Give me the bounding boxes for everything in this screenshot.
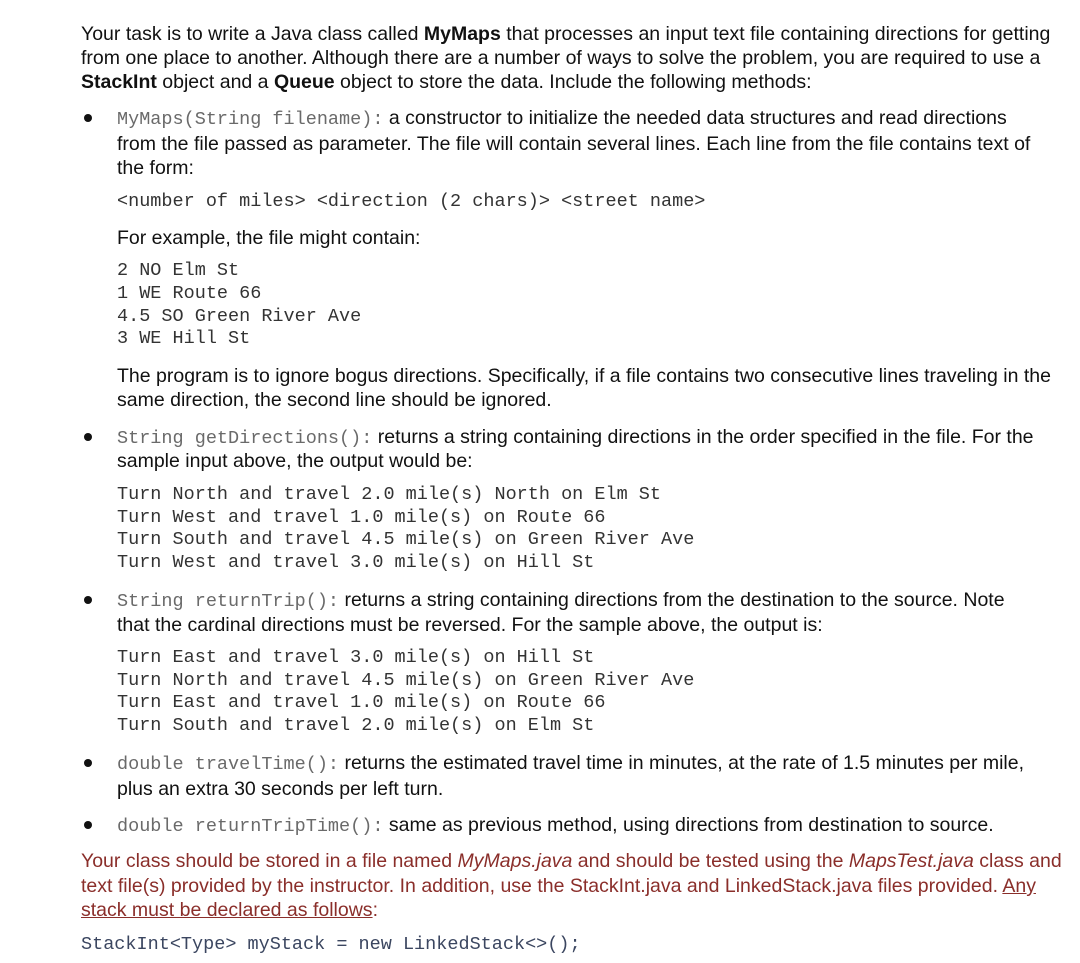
method-return-trip-time bbox=[117, 813, 994, 839]
text: object to store the data. Include the following methods: bbox=[334, 71, 812, 93]
method-signature: double travelTime(): bbox=[117, 754, 340, 775]
text-line: same direction, the second line should be ignored. bbox=[117, 389, 552, 411]
example-line: 2 NO Elm St bbox=[117, 260, 240, 281]
text: returns a string containing directions from the destination to the source. Note bbox=[339, 589, 1005, 611]
text: that processes an input text file containing directions for getting bbox=[500, 23, 1051, 45]
output-line: Turn South and travel 2.0 mile(s) on Elm St bbox=[117, 715, 595, 736]
intro-line bbox=[81, 70, 812, 94]
bullet-icon bbox=[84, 596, 92, 604]
text: returns a string containing directions in the order specified in the file. For the bbox=[372, 426, 1034, 448]
text: Your class should be stored in a file named bbox=[81, 850, 458, 872]
text-line: from the file passed as parameter. The file will contain several lines. Each line from the file contains text of bbox=[117, 133, 1031, 155]
method-constructor bbox=[117, 106, 1007, 132]
text: Your task is to write a Java class called bbox=[81, 23, 424, 45]
intro-line: from one place to another. Although there are a number of ways to solve the problem, you are required to use a bbox=[81, 47, 1041, 69]
footer-line bbox=[81, 849, 1062, 873]
footer-line bbox=[81, 898, 378, 922]
text-line: that the cardinal directions must be reversed. For the sample above, the output is: bbox=[117, 614, 823, 636]
text: a constructor to initialize the needed data structures and read directions bbox=[383, 107, 1007, 129]
example-line: 1 WE Route 66 bbox=[117, 283, 262, 304]
output-line: Turn West and travel 1.0 mile(s) on Route 66 bbox=[117, 507, 606, 528]
method-travel-time bbox=[117, 751, 1024, 777]
text: and should be tested using the bbox=[572, 850, 849, 872]
example-line: 3 WE Hill St bbox=[117, 328, 251, 349]
bullet-icon bbox=[84, 114, 92, 122]
underlined-text: stack must be declared as follows bbox=[81, 899, 373, 921]
output-line: Turn North and travel 2.0 mile(s) North on Elm St bbox=[117, 484, 661, 505]
text-line: plus an extra 30 seconds per left turn. bbox=[117, 778, 444, 800]
output-line: Turn West and travel 3.0 mile(s) on Hill St bbox=[117, 552, 595, 573]
text: same as previous method, using directions from destination to source. bbox=[383, 814, 994, 836]
text: class and bbox=[973, 850, 1062, 872]
text-line: the form: bbox=[117, 157, 194, 179]
stack-declaration-code: StackInt<Type> myStack = new LinkedStack<>(); bbox=[81, 934, 581, 955]
line-format-code: <number of miles> <direction (2 chars)> <street name> bbox=[117, 191, 706, 212]
intro-line bbox=[81, 22, 1050, 46]
method-signature: String returnTrip(): bbox=[117, 591, 340, 612]
stackint-term: StackInt bbox=[81, 71, 157, 93]
method-signature: MyMaps(String filename): bbox=[117, 109, 384, 130]
example-line: 4.5 SO Green River Ave bbox=[117, 306, 362, 327]
method-signature: double returnTripTime(): bbox=[117, 816, 384, 837]
text: : bbox=[372, 899, 378, 921]
bullet-icon bbox=[84, 759, 92, 767]
output-line: Turn North and travel 4.5 mile(s) on Green River Ave bbox=[117, 670, 695, 691]
text-line: For example, the file might contain: bbox=[117, 227, 421, 249]
output-line: Turn East and travel 1.0 mile(s) on Route 66 bbox=[117, 692, 606, 713]
text: returns the estimated travel time in minutes, at the rate of 1.5 minutes per mile, bbox=[339, 752, 1025, 774]
output-line: Turn East and travel 3.0 mile(s) on Hill St bbox=[117, 647, 595, 668]
queue-term: Queue bbox=[273, 71, 335, 93]
method-get-directions bbox=[117, 425, 1034, 451]
filename: MapsTest.java bbox=[848, 850, 974, 872]
text: text file(s) provided by the instructor. In addition, use the StackInt.java and LinkedStack.java files provided. bbox=[81, 875, 1003, 897]
underlined-text: Any bbox=[1002, 875, 1036, 897]
text-line: sample input above, the output would be: bbox=[117, 450, 473, 472]
filename: MyMaps.java bbox=[457, 850, 573, 872]
method-signature: String getDirections(): bbox=[117, 428, 373, 449]
bullet-icon bbox=[84, 433, 92, 441]
method-return-trip bbox=[117, 588, 1005, 614]
footer-line bbox=[81, 874, 1036, 898]
text: object and a bbox=[156, 71, 274, 93]
class-name: MyMaps bbox=[423, 23, 501, 45]
bullet-icon bbox=[84, 821, 92, 829]
text-line: The program is to ignore bogus directions. Specifically, if a file contains two consecutive lines traveling in the bbox=[117, 365, 1051, 387]
output-line: Turn South and travel 4.5 mile(s) on Green River Ave bbox=[117, 529, 695, 550]
